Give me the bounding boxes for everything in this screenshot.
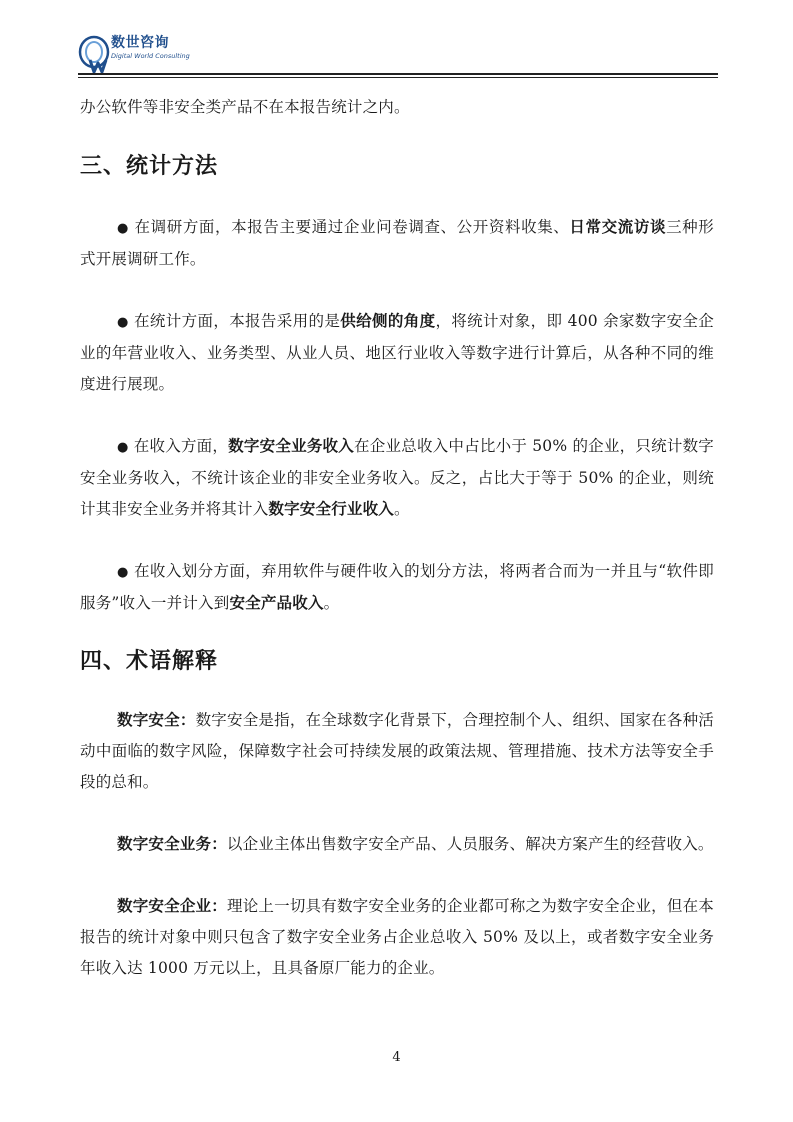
term-digital-security-enterprise — [80, 891, 714, 984]
bullet-icon: ● — [117, 315, 129, 330]
method-item-4: ● 在收入划分方面，弃用软件与硬件收入的划分方法，将两者合而为一并且与“软件即服务”收入一并计入到安全产品收入。 — [80, 562, 714, 612]
term-definition: 数字安全是指，在全球数字化背景下，合理控制个人、组织、国家在各种活动中面临的数字风险，保障数字社会可持续发展的政策法规、管理措施、技术方法等安全手段的总和。 — [80, 711, 714, 791]
method-item-1: ● 在调研方面，本报告主要通过企业问卷调查、公开资料收集、日常交流访谈三种形式开展调研工作。 — [80, 218, 714, 268]
section3-heading: 三、统计方法 — [80, 154, 219, 179]
logo-english-name: Digital World Consulting — [111, 52, 190, 60]
method-item-2: ● 在统计方面，本报告采用的是供给侧的角度，将统计对象，即 400 余家数字安全企业的年营业收入、业务类型、从业人员、地区行业收入等数字进行计算后，从各种不同的维度进行展现。 — [80, 312, 714, 393]
header-rule-thick — [78, 73, 718, 75]
header-rule-thin — [78, 77, 718, 78]
method-item-3: ● 在收入方面，数字安全业务收入在企业总收入中占比小于 50% 的企业，只统计数字安全业务收入，不统计该企业的非安全业务收入。反之，占比大于等于 50% 的企业，则统计其非安全业务并将其计入数字安全行业收入。 — [80, 437, 714, 518]
term-label: 数字安全： — [117, 711, 196, 729]
term-label: 数字安全业务： — [117, 835, 227, 853]
intro-tail-paragraph: 办公软件等非安全类产品不在本报告统计之内。 — [80, 98, 410, 116]
section4-heading: 四、术语解释 — [80, 649, 219, 674]
term-definition: 理论上一切具有数字安全业务的企业都可称之为数字安全企业，但在本报告的统计对象中则只包含了数字安全业务占企业总收入 50% 及以上，或者数字安全业务年收入达 1000 万元以上，且具备原厂能力的企业。 — [80, 897, 715, 977]
page-number: 4 — [392, 1050, 401, 1065]
company-logo — [78, 30, 238, 76]
dw-logo-icon — [78, 30, 112, 76]
bullet-icon: ● — [117, 440, 129, 455]
logo-chinese-name: 数世咨询 — [111, 35, 169, 51]
bullet-icon: ● — [117, 221, 129, 236]
term-digital-security-business — [80, 829, 714, 860]
document-body — [80, 92, 714, 984]
page-header — [78, 30, 718, 78]
term-digital-security — [80, 705, 714, 798]
bullet-icon: ● — [117, 565, 129, 580]
term-label: 数字安全企业： — [117, 897, 227, 915]
term-definition: 以企业主体出售数字安全产品、人员服务、解决方案产生的经营收入。 — [226, 835, 714, 853]
